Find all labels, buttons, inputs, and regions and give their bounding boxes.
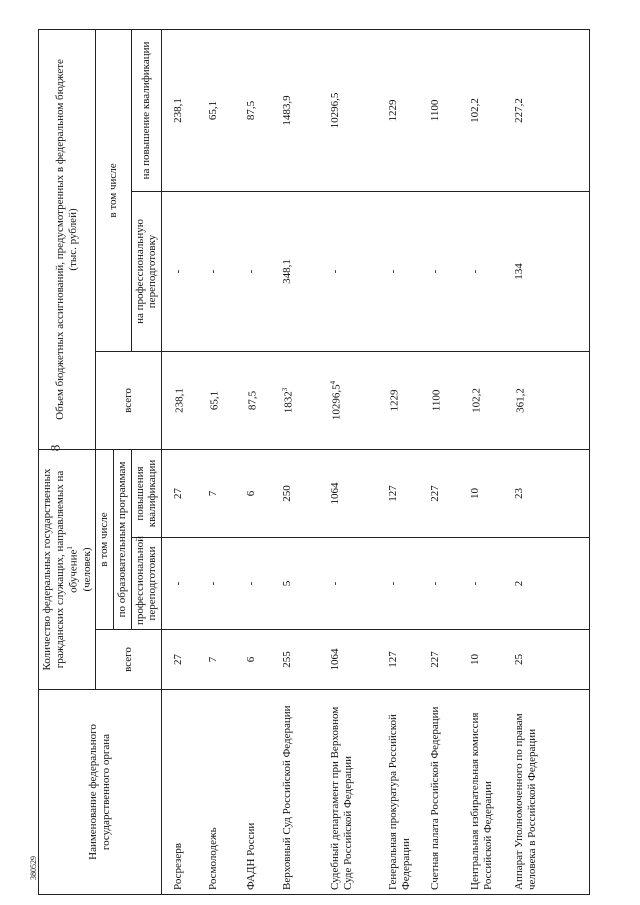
budget-qualification-cell-text: 102,2 — [469, 98, 482, 123]
count-retraining-cell-text: - — [245, 581, 258, 586]
count-qualification-cell — [235, 449, 271, 537]
org-name-cell — [419, 690, 459, 895]
count-qualification-cell — [503, 449, 589, 537]
budget-total-cell-text: 87,5 — [246, 390, 259, 411]
count-total-cell-text: 27 — [171, 654, 184, 665]
budget-retraining-cell-text: - — [245, 269, 258, 274]
org-name-cell — [459, 690, 503, 895]
table-row — [377, 29, 419, 894]
count-total-cell-text: 227 — [429, 651, 442, 668]
count-total-cell — [271, 630, 319, 690]
budget-total-cell — [419, 351, 459, 449]
budget-qualification-cell — [319, 29, 377, 191]
count-qualification-cell — [197, 449, 235, 537]
count-retraining-cell — [271, 538, 319, 630]
table-row — [197, 29, 235, 894]
page-number: 8 — [47, 444, 63, 452]
org-name-cell-text: Счетная палата Российской Федерации — [429, 706, 442, 890]
count-qualification-cell — [419, 449, 459, 537]
count-total-cell — [419, 630, 459, 690]
count-retraining-cell-text: - — [387, 581, 400, 586]
count-total-cell-text: 6 — [245, 656, 258, 663]
budget-qualification-cell — [197, 29, 235, 191]
budget-total-cell-text: 238,1 — [173, 388, 186, 413]
budget-retraining-cell-text: - — [429, 269, 442, 274]
table-row — [459, 29, 503, 894]
budget-retraining-cell — [161, 191, 197, 351]
count-total-cell — [377, 630, 419, 690]
org-name-cell — [319, 690, 377, 895]
org-name-cell — [271, 690, 319, 895]
count-total-cell — [235, 630, 271, 690]
count-retraining-cell-text: 2 — [513, 580, 526, 587]
table-row — [235, 29, 271, 894]
budget-retraining-cell — [235, 191, 271, 351]
count-total-cell — [197, 630, 235, 690]
count-total-cell-text: 25 — [513, 654, 526, 665]
header-count-total: всего — [96, 630, 162, 690]
budget-qualification-cell-text: 238,1 — [171, 98, 184, 123]
table-row — [503, 29, 589, 894]
header-budget-group-text: Объем бюджетных ассигнований, предусмотренных в федеральном бюджете — [54, 59, 67, 420]
count-retraining-cell — [459, 538, 503, 630]
budget-total-cell-text: 65,1 — [208, 390, 221, 411]
rotated-table-container — [38, 30, 583, 895]
org-name-cell-text: Центральная избирательная комиссия Российской Федерации — [469, 712, 494, 890]
budget-retraining-cell-text: 134 — [513, 263, 526, 280]
count-qualification-cell-text: 227 — [429, 485, 442, 502]
budget-retraining-cell-text: - — [329, 269, 342, 274]
budget-qualification-cell-text: 1229 — [387, 99, 400, 122]
count-retraining-cell — [197, 538, 235, 630]
budget-qualification-cell — [271, 29, 319, 191]
budget-qualification-cell — [503, 29, 589, 191]
budget-retraining-cell-text: - — [469, 269, 482, 274]
count-qualification-cell — [271, 449, 319, 537]
footnote-marker: 4 — [329, 380, 338, 385]
count-retraining-cell-text: - — [329, 581, 342, 586]
header-count-including: в том числе — [96, 449, 114, 629]
budget-total-cell-text: 102,2 — [470, 388, 483, 413]
budget-qualification-cell-text: 65,1 — [207, 100, 220, 121]
count-retraining-cell-text: - — [207, 581, 220, 586]
table-header — [39, 29, 162, 894]
header-count-unit: (человек) — [80, 547, 93, 592]
budget-qualification-cell-text: 10296,5 — [329, 92, 342, 129]
budget-training-table — [38, 29, 590, 895]
budget-total-cell — [459, 351, 503, 449]
org-name-cell-text: ФАДН России — [245, 822, 258, 890]
count-qualification-cell — [377, 449, 419, 537]
budget-total-cell-text: 1100 — [430, 389, 443, 412]
budget-qualification-cell — [161, 29, 197, 191]
header-budget-total: всего — [96, 351, 162, 449]
budget-total-cell — [503, 351, 589, 449]
count-total-cell — [319, 630, 377, 690]
header-on-retraining: на профессиональную переподготовку — [131, 191, 161, 351]
budget-total-cell-text: 10296,5 — [330, 384, 343, 421]
budget-qualification-cell-text: 227,2 — [513, 98, 526, 123]
count-total-cell-text: 7 — [207, 656, 220, 663]
budget-total-cell — [235, 351, 271, 449]
budget-qualification-cell — [235, 29, 271, 191]
table-row — [319, 29, 377, 894]
header-count-group — [39, 449, 96, 689]
count-qualification-cell-text: 6 — [245, 490, 258, 497]
org-name-cell — [503, 690, 589, 895]
count-retraining-cell — [377, 538, 419, 630]
org-name-cell-text: Судебный департамент при Верховном Суде Российской Федерации — [329, 706, 354, 890]
org-name-cell — [161, 690, 197, 895]
count-retraining-cell — [503, 538, 589, 630]
budget-retraining-cell-text: 348,1 — [281, 259, 294, 284]
count-total-cell — [161, 630, 197, 690]
budget-retraining-cell-text: - — [207, 269, 220, 274]
count-qualification-cell — [459, 449, 503, 537]
table-row — [271, 29, 319, 894]
table-row — [419, 29, 459, 894]
budget-total-cell-text: 1229 — [388, 389, 401, 412]
header-org: Наименование федерального государственного органа — [39, 690, 162, 895]
count-qualification-cell-text: 27 — [171, 487, 184, 499]
budget-total-cell-text: 361,2 — [514, 388, 527, 413]
budget-retraining-cell — [419, 191, 459, 351]
count-total-cell-text: 10 — [469, 654, 482, 665]
count-total-cell-text: 255 — [281, 651, 294, 668]
table-body — [161, 29, 589, 894]
count-retraining-cell — [161, 538, 197, 630]
count-qualification-cell — [161, 449, 197, 537]
budget-total-cell-text: 1832 — [282, 391, 295, 414]
count-qualification-cell-text: 127 — [387, 485, 400, 502]
org-name-cell-text: Верховный Суд Российской Федерации — [281, 705, 294, 890]
count-total-cell — [459, 630, 503, 690]
budget-qualification-cell-text: 1100 — [429, 99, 442, 122]
budget-qualification-cell-text: 1483,9 — [281, 95, 294, 126]
org-name-cell-text: Росмолодежь — [207, 827, 220, 890]
count-qualification-cell-text: 1064 — [329, 482, 342, 505]
budget-total-cell — [377, 351, 419, 449]
header-budget-unit: (тыс. рублей) — [67, 208, 80, 271]
header-retraining: профессиональной переподготовки — [131, 538, 161, 630]
count-retraining-cell-text: - — [469, 581, 482, 586]
count-retraining-cell-text: - — [429, 581, 442, 586]
org-name-cell-text: Генеральная прокуратура Российской Федерации — [387, 714, 412, 890]
count-qualification-cell-text: 10 — [469, 487, 482, 499]
count-retraining-cell-text: 5 — [281, 580, 294, 587]
count-retraining-cell-text: - — [171, 581, 184, 586]
footnote-1: 1 — [66, 546, 75, 550]
table-row — [161, 29, 197, 894]
header-by-programs: по образовательным программам — [113, 449, 131, 629]
budget-qualification-cell — [377, 29, 419, 191]
budget-qualification-cell — [459, 29, 503, 191]
count-total-cell — [503, 630, 589, 690]
count-total-cell-text: 1064 — [329, 648, 342, 671]
budget-retraining-cell-text: - — [387, 269, 400, 274]
count-qualification-cell-text: 7 — [207, 490, 220, 497]
header-on-qualification: на повышение квалификации — [131, 29, 161, 191]
budget-total-cell — [197, 351, 235, 449]
budget-qualification-cell-text: 87,5 — [245, 100, 258, 121]
budget-retraining-cell — [503, 191, 589, 351]
budget-retraining-cell — [197, 191, 235, 351]
budget-retraining-cell-text: - — [171, 269, 184, 274]
budget-retraining-cell — [271, 191, 319, 351]
budget-total-cell — [271, 351, 319, 449]
count-qualification-cell-text: 250 — [281, 485, 294, 502]
header-qualification: повышения квалификации — [131, 449, 161, 537]
document-code: 380529 — [29, 856, 38, 880]
org-name-cell — [377, 690, 419, 895]
header-budget-including: в том числе — [96, 29, 131, 351]
count-qualification-cell — [319, 449, 377, 537]
budget-total-cell — [161, 351, 197, 449]
org-name-cell-text: Аппарат Уполномоченного по правам человека в Российской Федерации — [513, 713, 538, 890]
count-qualification-cell-text: 23 — [513, 487, 526, 499]
org-name-cell — [235, 690, 271, 895]
budget-qualification-cell — [419, 29, 459, 191]
header-budget-group — [39, 29, 96, 449]
footnote-marker: 3 — [281, 387, 290, 392]
count-retraining-cell — [419, 538, 459, 630]
budget-retraining-cell — [377, 191, 419, 351]
budget-retraining-cell — [319, 191, 377, 351]
budget-retraining-cell — [459, 191, 503, 351]
header-count-group-text: Количество федеральных государственных гражданских служащих, направляемых на обучение — [41, 468, 80, 671]
org-name-cell-text: Росрезерв — [171, 843, 184, 890]
count-retraining-cell — [319, 538, 377, 630]
count-retraining-cell — [235, 538, 271, 630]
count-total-cell-text: 127 — [387, 651, 400, 668]
org-name-cell — [197, 690, 235, 895]
budget-total-cell — [319, 351, 377, 449]
